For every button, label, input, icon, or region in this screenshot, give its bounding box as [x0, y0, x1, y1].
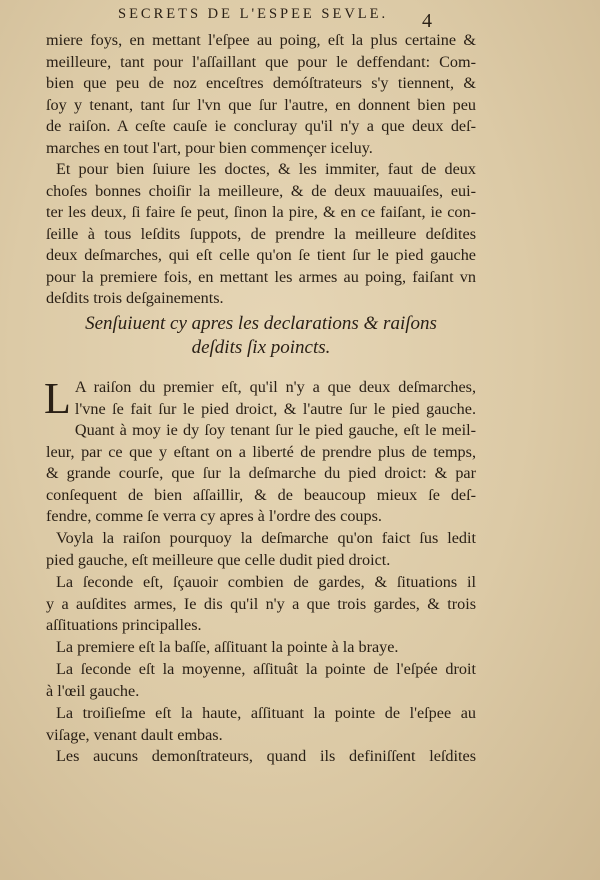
text-line: viſage, venant dault embas. — [46, 725, 223, 744]
heading-line: deſdits ſix poincts. — [191, 337, 331, 358]
text-line: ſoy y tenant, tant ſur l'vn que ſur l'autre, en donnent bien peu — [46, 95, 476, 114]
text-line: Voyla la raiſon pourquoy la deſmarche qu'on faict ſus ledit — [56, 529, 476, 547]
text-line: marches en tout l'art, pour bien commençer iceluy. — [46, 138, 373, 157]
paragraph-6 — [46, 637, 476, 659]
text-line: ſeille à tous leſdits ſuppots, de prendre la meilleure deſdites — [46, 224, 476, 243]
text-line: aſſituations principalles. — [46, 616, 202, 634]
text-line: fendre, comme ſe verra cy apres à l'ordre des coups. — [46, 507, 382, 525]
text-line: leur, par ce que y eſtant on a liberté de prendre plus de temps, — [46, 442, 476, 461]
text-line: pied gauche, eſt meilleure que celle dudit pied droict. — [46, 550, 391, 569]
text-line: La ſeconde eſt la moyenne, aſſituât la pointe de l'eſpée droit — [56, 660, 476, 678]
text-line: ter les deux, ſi faire ſe peut, ſinon la pire, & en ce faiſant, ie con- — [46, 203, 476, 221]
paragraph-8 — [46, 703, 476, 746]
text-line: meilleure, tant pour l'aſſaillant que pour le deffendant: Com- — [46, 52, 476, 71]
text-line: Quant à moy ie dy ſoy tenant ſur le pied gauche, eſt le meil- — [74, 421, 476, 439]
section-heading — [46, 312, 476, 360]
text-line: La ſeconde eſt, ſçauoir combien de gardes, & ſituations il — [56, 573, 476, 591]
text-line: y a auſdites armes, Ie dis qu'il n'y a que trois gardes, & trois — [46, 594, 476, 613]
page-number: 4 — [422, 10, 432, 32]
paragraph-4 — [46, 528, 476, 571]
text-line: La troiſieſme eſt la haute, aſſituant la pointe de l'eſpee au — [56, 704, 476, 722]
text-line: Les aucuns demonſtrateurs, quand ils definiſſent leſdites — [56, 747, 476, 765]
text-line: deſdits trois deſgainements. — [46, 289, 224, 307]
text-line: à l'œil gauche. — [46, 681, 140, 700]
text-line: Et pour bien ſuiure les doctes, & les immiter, faut de deux — [56, 160, 476, 178]
running-head: SECRETS DE L'ESPEE SEVLE. — [118, 6, 389, 22]
text-line: l'vne ſe fait ſur le pied droict, & l'autre ſur le pied gauche. — [74, 399, 476, 418]
text-line: choſes bonnes choiſir la meilleure, & de deux mauuaiſes, eui- — [46, 181, 476, 200]
paragraph-3 — [44, 374, 476, 528]
text-line: & grande courſe, que ſur la deſmarche du pied droict: & par — [46, 464, 476, 482]
heading-line: Senſuiuent cy apres les declarations & raiſons — [85, 313, 437, 334]
text-line: A raiſon du premier eſt, qu'il n'y a que deux deſmarches, — [74, 378, 476, 396]
text-line: bien que peu de noz enceſtres demóſtrateurs s'y tiennent, & — [46, 74, 476, 92]
text-line: de raiſon. A ceſte cauſe ie concluray qu'il n'y a que deux deſ- — [46, 117, 476, 135]
text-line: pour la premiere fois, en mettant les armes au poing, faiſant vn — [46, 267, 476, 286]
text-line: miere foys, en mettant l'eſpee au poing, eſt la plus certaine & — [46, 31, 476, 49]
text-line: deux deſmarches, qui eſt celle qu'on ſe tient ſur le pied gauche — [46, 246, 476, 264]
paragraph-2 — [46, 159, 476, 310]
text-line: La premiere eſt la baſſe, aſſituant la pointe à la braye. — [56, 638, 399, 656]
paragraph-5 — [46, 572, 476, 637]
paragraph-9 — [46, 746, 476, 768]
text-line: conſequent de bien aſſaillir, & de beaucoup mieux ſe deſ- — [46, 485, 476, 504]
paragraph-1 — [46, 30, 476, 159]
drop-capital: L — [44, 374, 71, 423]
paragraph-7 — [46, 659, 476, 702]
